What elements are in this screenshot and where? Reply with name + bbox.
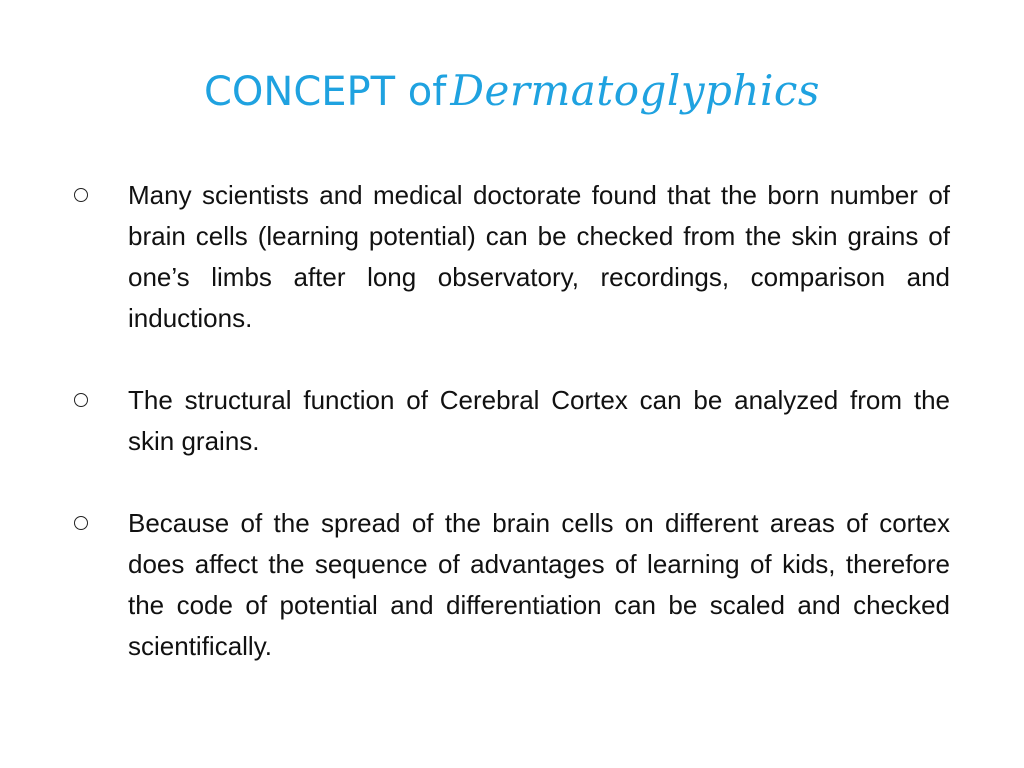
title-script-text: Dermatoglyphics	[450, 66, 820, 115]
hollow-circle-bullet-icon	[74, 516, 88, 530]
hollow-circle-bullet-icon	[74, 188, 88, 202]
slide-title	[0, 66, 1024, 115]
bullet-text: The structural function of Cerebral Cortex can be analyzed from the skin grains.	[128, 385, 950, 456]
bullet-item	[74, 503, 950, 667]
bullet-text: Because of the spread of the brain cells on different areas of cortex does affect the sequence of advantages of learning of kids, therefore the code of potential and differentiation can be scaled and checked scientifically.	[128, 508, 950, 661]
bullet-list	[74, 175, 950, 708]
bullet-item	[74, 175, 950, 339]
title-plain-text: CONCEPT of	[203, 69, 447, 115]
hollow-circle-bullet-icon	[74, 393, 88, 407]
bullet-text: Many scientists and medical doctorate found that the born number of brain cells (learning potential) can be checked from the skin grains of one’s limbs after long observatory, recordings, comparison and inductions.	[128, 180, 950, 333]
bullet-item	[74, 380, 950, 462]
